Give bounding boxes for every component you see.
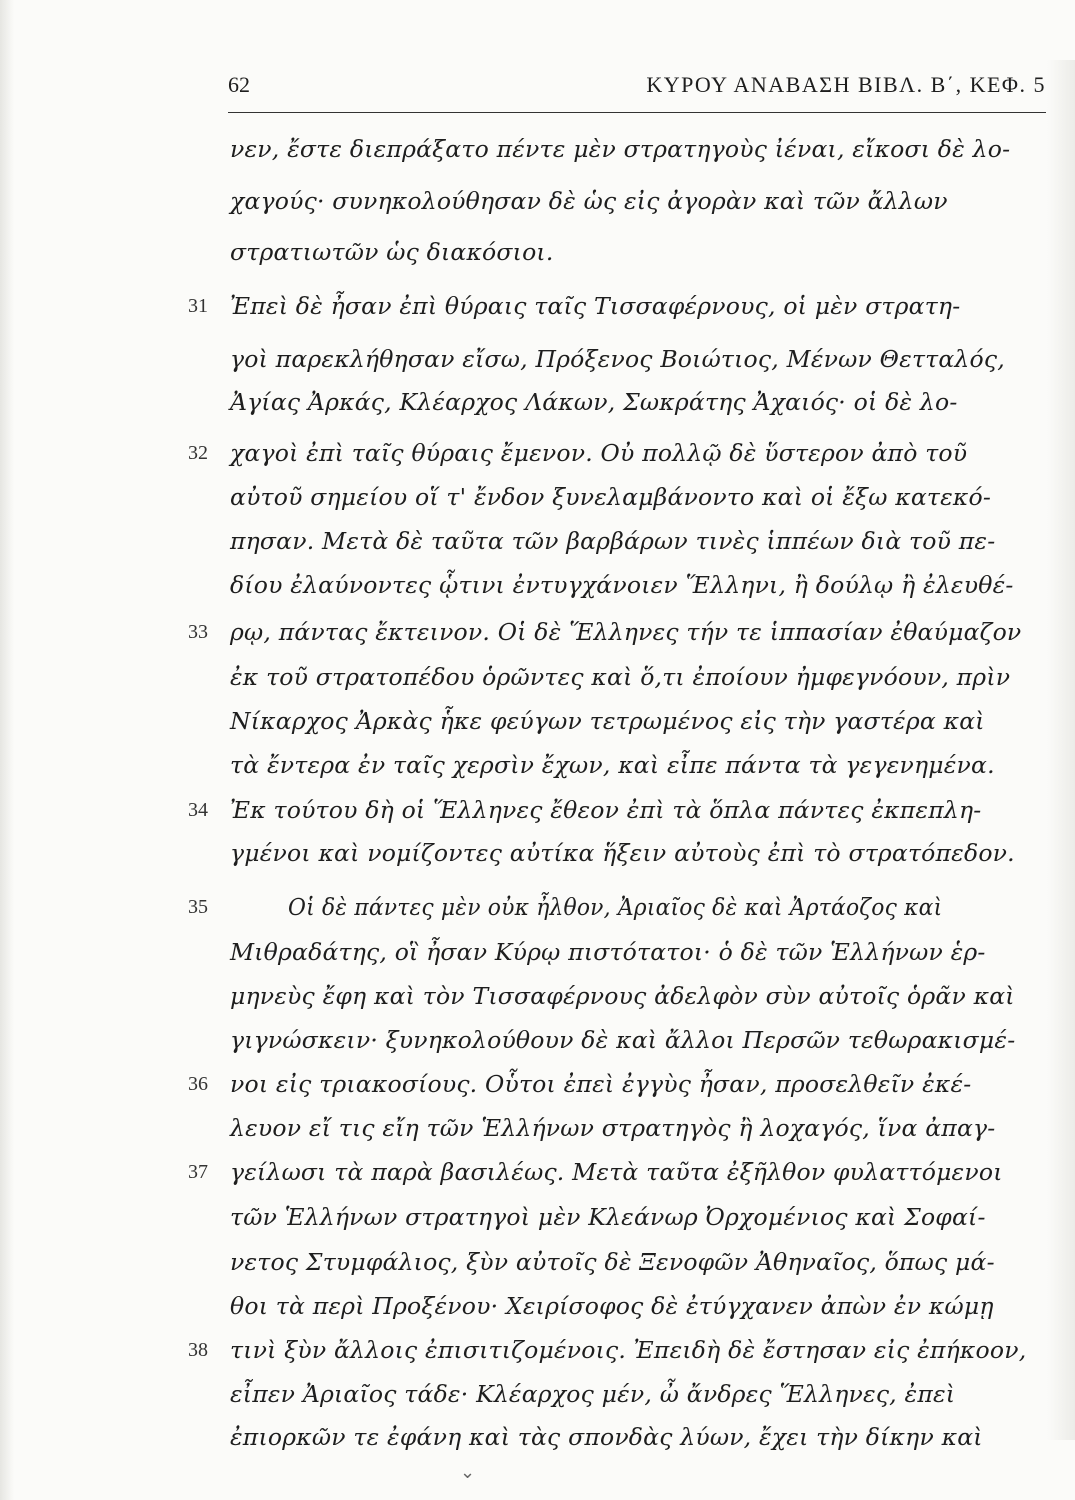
text-line: ρῳ, πάντας ἔκτεινον. Οἱ δὲ Ἕλληνες τήν τε ἱππασίαν ἐθαύμαζον: [230, 618, 1022, 646]
section-number: 31: [188, 295, 208, 317]
text-line: τινὶ ξὺν ἄλλοις ἐπισιτιζομένοις. Ἐπειδὴ δὲ ἔστησαν εἰς ἐπήκοον,: [230, 1336, 1027, 1364]
text-line: πησαν. Μετὰ δὲ ταῦτα τῶν βαρβάρων τινὲς ἱππέων διὰ τοῦ πε-: [230, 527, 996, 555]
section-number: 32: [188, 442, 208, 464]
header-rule: [228, 112, 1046, 113]
text-line: δίου ἐλαύνοντες ᾧτινι ἐντυγχάνοιεν Ἕλληνι, ἢ δούλῳ ἢ ἐλευθέ-: [230, 571, 1014, 599]
page-edge-shadow: [1047, 60, 1075, 1440]
page-header: [228, 72, 1046, 112]
text-line: γείλωσι τὰ παρὰ βασιλέως. Μετὰ ταῦτα ἐξῆλθον φυλαττόμενοι: [230, 1158, 1003, 1186]
text-line: αὐτοῦ σημείου οἵ τ' ἔνδον ξυνελαμβάνοντο καὶ οἱ ἔξω κατεκό-: [230, 483, 992, 511]
text-line: ἐπιορκῶν τε ἐφάνη καὶ τὰς σπονδὰς λύων, ἔχει τὴν δίκην καὶ: [230, 1423, 983, 1451]
page-number: 62: [228, 72, 250, 97]
text-line: τὰ ἔντερα ἐν ταῖς χερσὶν ἔχων, καὶ εἶπε πάντα τὰ γεγενημένα.: [230, 751, 995, 779]
text-line: θοι τὰ περὶ Προξένου· Χειρίσοφος δὲ ἐτύγχανεν ἀπὼν ἐν κώμῃ: [230, 1292, 994, 1320]
text-line: στρατιωτῶν ὡς διακόσιοι.: [230, 238, 554, 266]
section-number: 34: [188, 799, 208, 821]
text-line: Οἱ δὲ πάντες μὲν οὐκ ἦλθον, Ἀριαῖος δὲ καὶ Ἀρτάοζος καὶ: [288, 893, 943, 921]
text-line: χαγοὶ ἐπὶ ταῖς θύραις ἔμενον. Οὐ πολλῷ δὲ ὕστερον ἀπὸ τοῦ: [230, 439, 968, 467]
text-line: Ἐπεὶ δὲ ἦσαν ἐπὶ θύραις ταῖς Τισσαφέρνους, οἱ μὲν στρατη-: [230, 292, 961, 320]
page-gutter-shadow: [0, 0, 14, 1500]
text-line: νεν, ἔστε διεπράξατο πέντε μὲν στρατηγοὺς ἰέναι, εἴκοσι δὲ λο-: [230, 135, 1011, 163]
text-line: Νίκαρχος Ἀρκὰς ἧκε φεύγων τετρωμένος εἰς τὴν γαστέρα καὶ: [230, 707, 985, 735]
section-number: 36: [188, 1073, 208, 1095]
section-number: 35: [188, 896, 208, 918]
text-line: τῶν Ἑλλήνων στρατηγοὶ μὲν Κλεάνωρ Ὀρχομένιος καὶ Σοφαί-: [230, 1203, 986, 1231]
scan-speck-icon: ⌄: [460, 1462, 476, 1483]
text-line: νετος Στυμφάλιος, ξὺν αὐτοῖς δὲ Ξενοφῶν Ἀθηναῖος, ὅπως μά-: [230, 1248, 995, 1276]
text-line: νοι εἰς τριακοσίους. Οὗτοι ἐπεὶ ἐγγὺς ἦσαν, προσελθεῖν ἐκέ-: [230, 1070, 972, 1098]
text-line: μηνεὺς ἔφη καὶ τὸν Τισσαφέρνους ἀδελφὸν σὺν αὐτοῖς ὁρᾶν καὶ: [230, 982, 1015, 1010]
running-head: ΚΥΡΟΥ ΑΝΑΒΑΣΗ ΒΙΒΛ. Β΄, ΚΕΦ. 5: [646, 72, 1046, 97]
text-line: γμένοι καὶ νομίζοντες αὐτίκα ἥξειν αὐτοὺς ἐπὶ τὸ στρατόπεδον.: [230, 839, 1015, 867]
text-line: χαγούς· συνηκολούθησαν δὲ ὡς εἰς ἀγορὰν καὶ τῶν ἄλλων: [230, 187, 948, 215]
text-line: Μιθραδάτης, οἳ ἦσαν Κύρῳ πιστότατοι· ὁ δὲ τῶν Ἑλλήνων ἑρ-: [230, 938, 986, 966]
text-line: Ἀγίας Ἀρκάς, Κλέαρχος Λάκων, Σωκράτης Ἀχαιός· οἱ δὲ λο-: [230, 388, 958, 416]
text-line: Ἐκ τούτου δὴ οἱ Ἕλληνες ἔθεον ἐπὶ τὰ ὅπλα πάντες ἐκπεπλη-: [230, 796, 982, 824]
text-line: ἐκ τοῦ στρατοπέδου ὁρῶντες καὶ ὅ,τι ἐποίουν ἠμφεγνόουν, πρὶν: [230, 663, 1011, 691]
section-number: 37: [188, 1161, 208, 1183]
text-line: λευον εἴ τις εἴη τῶν Ἑλλήνων στρατηγὸς ἢ λοχαγός, ἵνα ἀπαγ-: [230, 1114, 996, 1142]
section-number: 38: [188, 1339, 208, 1361]
text-line: εἶπεν Ἀριαῖος τάδε· Κλέαρχος μέν, ὦ ἄνδρες Ἕλληνες, ἐπεὶ: [230, 1380, 956, 1408]
section-number: 33: [188, 621, 208, 643]
text-line: γιγνώσκειν· ξυνηκολούθουν δὲ καὶ ἄλλοι Περσῶν τεθωρακισμέ-: [230, 1026, 1016, 1054]
text-line: γοὶ παρεκλήθησαν εἴσω, Πρόξενος Βοιώτιος, Μένων Θετταλός,: [230, 345, 1005, 373]
